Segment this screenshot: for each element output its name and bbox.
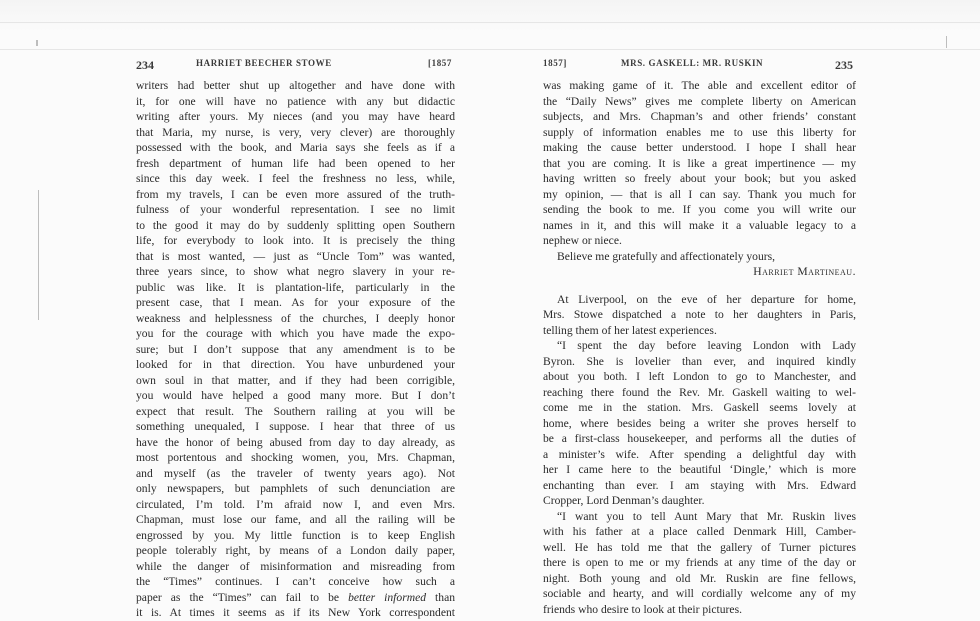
text-line: with his father at a place called Denmark Hill, Camber- [543,525,856,538]
left-page-number: 234 [136,58,154,72]
text-line: well. He has told me that the gallery of Turner pictures [543,540,856,554]
text-line: the “Daily News” gives me complete liberty on American [543,94,856,108]
text-line: reaching there found the Rev. Mr. Gaskell waiting to wel- [543,385,856,399]
text-line: “I want you to tell Aunt Mary that Mr. Ruskin lives [557,509,856,523]
text-line: was making game of it. The able and excellent editor of [543,79,856,92]
text-line: it, for one will have no patience with any but didactic [136,94,455,108]
text-line: and myself (as the traveler of twenty years ago). Not [136,466,455,480]
right-running-title: MRS. GASKELL: MR. RUSKIN [621,58,764,68]
text-line: Byron. She is lovelier than ever, and inquired kindly [543,354,856,368]
scan-artifact-line [0,22,980,23]
text-line: about you both. I left London to go to Manchester, and [543,370,856,383]
text-line: sure; but I don’t suppose that any amendment is to be [136,342,455,356]
quote-paragraph-1 [543,338,856,509]
text-line: to the good it may do by suddenly splitting open Southern [136,218,455,232]
text-line: only newspapers, but pamphlets of such denunciation are [136,482,455,495]
text-line: come me in the station. Mrs. Gaskell seems lovely at [543,401,856,414]
text-line: expect that result. The Southern railing at you will be [136,404,455,418]
left-running-title: HARRIET BEECHER STOWE [196,58,332,68]
left-year-marker: [1857 [428,58,452,68]
quote-paragraph-2 [543,509,856,618]
text-line: “I spent the day before leaving London with Lady [557,339,856,352]
text-line: home, where besides being a writer she proves herself to [543,416,856,430]
text-line: having written so freely about your book; but you asked [543,172,856,185]
right-body-text [543,78,856,617]
text-line: supply of information enables me to use this liberty for [543,125,856,139]
text-line: a minister’s wife. After spending a delightful day with [543,447,856,461]
text-line: Mrs. Stowe dispatched a note to her daughters in Paris, [543,308,856,321]
text-line: her I came here to the beautiful ‘Dingle,’ which is more [543,463,856,476]
letter-closing: Believe me gratefully and affectionately yours, [557,249,776,263]
text-line: life, for everybody to look into. It is precisely the thing [136,234,455,247]
text-line: be a first-class housekeeper, and performs all the duties of [543,432,856,445]
text-line: circulated, I’m told. I’m afraid now I, and even Mrs. [136,497,455,511]
text-line: while the danger of misinformation and misreading from [136,559,455,573]
narrative-paragraph [543,292,856,339]
left-body-text [136,78,455,621]
text-line: you for the courage with which you have made the expo- [136,327,455,340]
text-line: present case, that I mean. As for your exposure of the [136,296,455,309]
text-line: fulness of your wonderful representation. I see no limit [136,203,455,216]
text-line: sociable and hearty, and will cordially welcome any of my [543,587,856,600]
text-line: since this day week. I feel the freshness no less, while, [136,172,455,185]
text-line: the “Times” continues. I can’t conceive how such a [136,575,455,588]
text-line: subjects, and Mrs. Chapman’s and other friends’ constant [543,110,856,123]
text-line: that Maria, my nurse, is very, very clever) are thoroughly [136,125,455,139]
right-running-head [543,58,856,72]
text-line: looked for in that direction. You have unburdened your [136,358,455,371]
left-page [136,58,455,621]
scan-margin-mark [946,36,947,48]
letter-paragraph [543,78,856,249]
right-page [543,58,856,617]
text-line: from my travels, I can be even more assured of the truth- [136,187,455,201]
text-line: engrossed by you. My little function is to keep English [136,528,455,542]
text-line: fresh department of human life had been opened to her [136,156,455,170]
text-line: there is open to me or my friends at any time of the day or [543,556,856,569]
text-line: Chapman, must lose our fame, and all the railing will be [136,513,455,526]
text-line: you would have helped a good many more. But I don’t [136,389,455,402]
text-line: weakness and helplessness of the churches, I deeply honor [136,311,455,325]
text-line: most portentous and shocking women, you, Mrs. Chapman, [136,451,455,464]
text-line: making the cause better understood. I hope I shall hear [543,141,856,154]
scan-margin-mark [38,190,39,320]
text-line: At Liverpool, on the eve of her departure for home, [557,292,856,306]
right-year-marker: 1857] [543,58,567,68]
text-line: night. Both young and old Mr. Ruskin are fine fellows, [543,571,856,585]
text-line: writing after yours. My nieces (and you may have heard [136,110,455,123]
left-running-head [136,58,455,72]
scan-artifact-line [0,49,980,50]
text-line: enchanting than ever. I am staying with Mrs. Edward [543,478,856,492]
letter-signature: Harriet Martineau. [753,265,856,278]
text-line: friends who desire to look at their pictures. [543,602,742,616]
text-line: my opinion, — that is all I can say. Thank you much for [543,187,856,201]
text-line: that you are coming. It is like a great impertinence — my [543,156,856,170]
text-line: nephew or niece. [543,234,622,247]
text-line: public was like. It is plantation-life, particularly in the [136,280,455,294]
text-line: three years since, to show what negro slavery in your re- [136,265,455,278]
text-line: people tolerably right, by means of a London daily paper, [136,544,455,557]
text-line: that is most wanted, — just as “Uncle Tom” was wanted, [136,249,455,263]
text-line: paper as the “Times” can fail to be better informed than [136,590,456,604]
section-gap [543,280,856,292]
text-line: telling them of her latest experiences. [543,323,717,337]
text-line: writers had better shut up altogether and have done with [136,79,455,92]
scan-margin-mark [36,40,38,46]
right-page-number: 235 [835,58,853,72]
text-line: have the honor of being abused from day to day already, as [136,435,455,449]
text-line: it is. At times it seems as if its New York correspondent [136,606,455,619]
scan-background [0,0,980,52]
text-line: own soul in that matter, and if they had been corrigible, [136,373,455,387]
text-line: Cropper, Lord Denman’s daughter. [543,494,705,507]
text-line: something unequaled, I suppose. I hear that three of us [136,420,455,433]
text-line: names in it, and this will make it a valuable legacy to a [543,218,856,232]
text-line: possessed with the book, and Maria says she feels as if a [136,141,455,154]
text-line: sending the book to me. If you come you will write our [543,203,856,216]
